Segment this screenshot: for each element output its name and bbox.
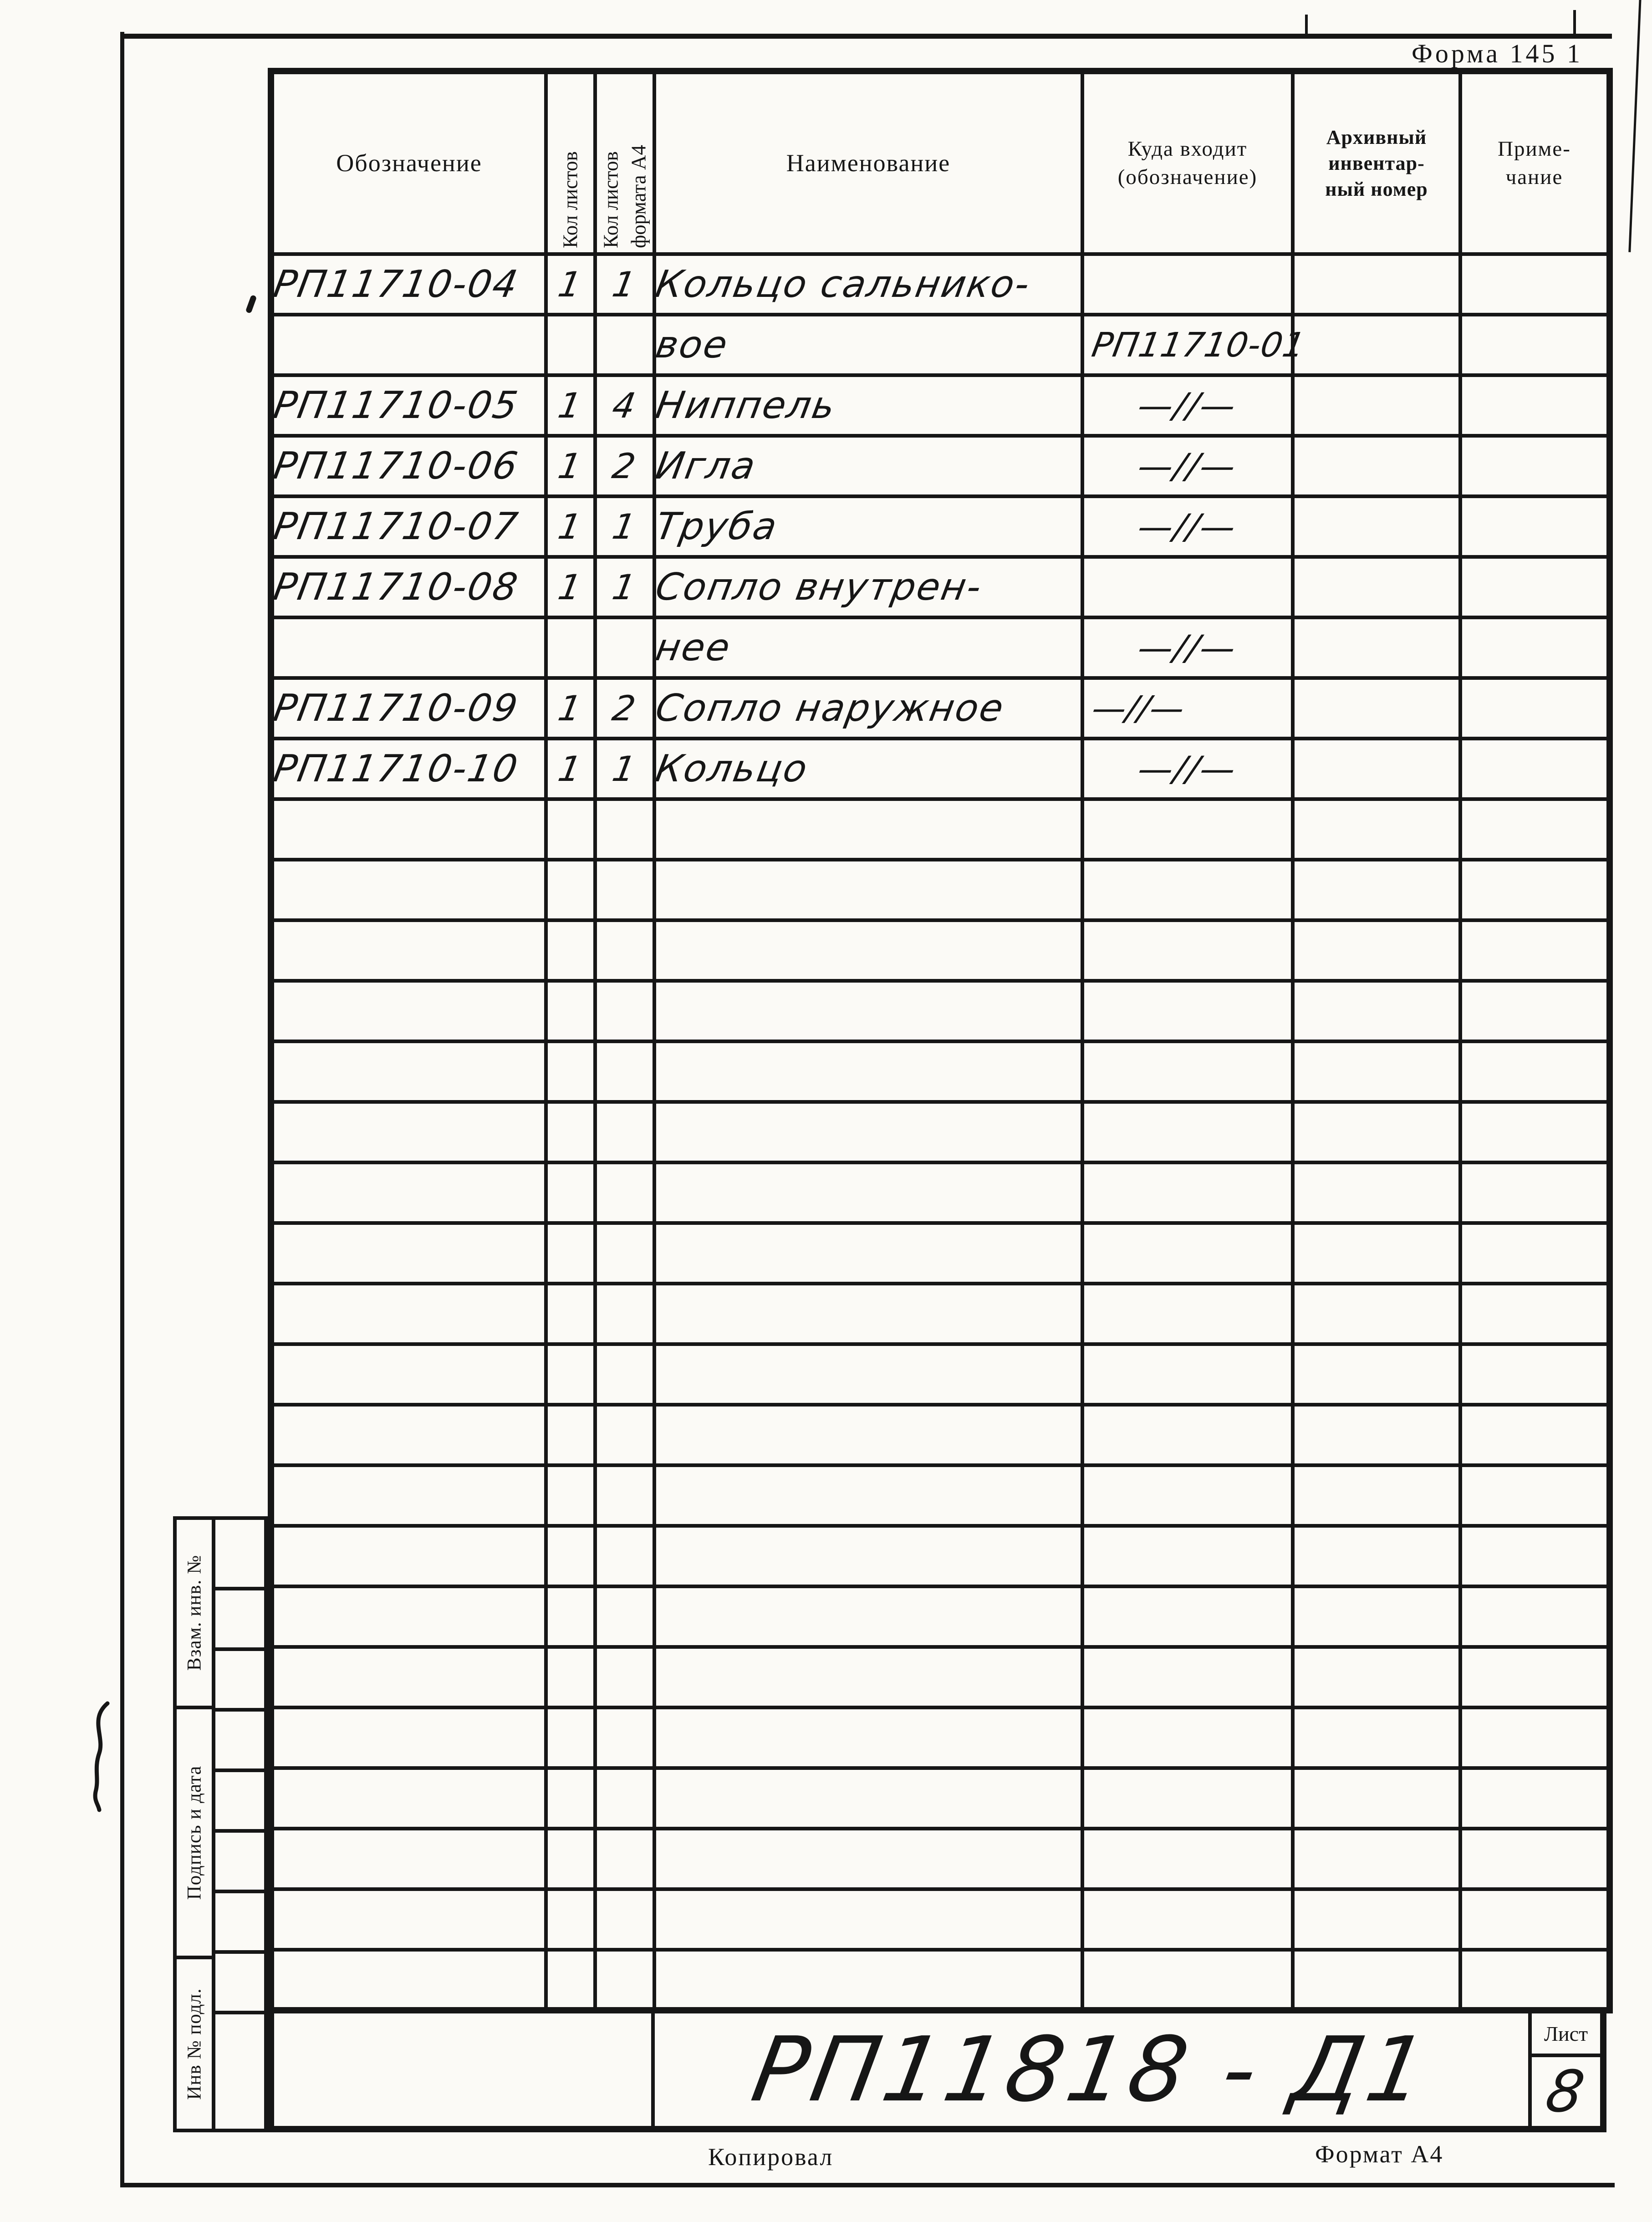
cell-sheet-count-a4: [595, 860, 654, 920]
cell-designation: [271, 799, 546, 860]
cell-note: [1460, 860, 1610, 920]
sidebar-cell-divider: [215, 1708, 264, 1712]
cell-sheet-count: [546, 1889, 595, 1950]
table-row-empty: [271, 799, 1610, 860]
cell-sheet-count-a4: [595, 1586, 654, 1647]
sidebar-box-vzam-inv: [177, 1520, 212, 1709]
cell-where-used: [1082, 1889, 1293, 1950]
cell-where-used: [1082, 1707, 1293, 1768]
cell-archive-number: [1293, 981, 1460, 1041]
cell-archive-number: [1293, 1223, 1460, 1284]
cell-note: [1460, 1344, 1610, 1405]
title-block-sidebar: [173, 1516, 268, 2132]
cell-archive-number: [1293, 739, 1460, 799]
cell-note: [1460, 1405, 1610, 1465]
cell-name: [654, 1223, 1082, 1284]
cell-where-used: —//—: [1082, 496, 1293, 557]
sidebar-label-column: [177, 1520, 215, 2129]
cell-sheet-count-a4: [595, 1829, 654, 1889]
cell-sheet-count: [546, 1284, 595, 1344]
cell-archive-number: [1293, 1950, 1460, 2010]
cell-note: [1460, 1768, 1610, 1829]
cell-archive-number: [1293, 1829, 1460, 1889]
sidebar-cell-divider: [215, 1890, 264, 1893]
cell-sheet-count: 1: [546, 254, 595, 315]
cell-where-used: [1082, 920, 1293, 981]
sheet-number-box: [1528, 2013, 1600, 2126]
cell-designation: [271, 981, 546, 1041]
cell-where-used: —//—: [1082, 436, 1293, 496]
cell-sheet-count: [546, 1041, 595, 1102]
cell-designation: [271, 1889, 546, 1950]
cell-sheet-count: [546, 1102, 595, 1162]
column-header-archive-number: [1293, 71, 1460, 254]
cell-where-used: [1082, 1586, 1293, 1647]
cell-name: [654, 799, 1082, 860]
table-row-empty: [271, 1465, 1610, 1526]
header-text: Наименование: [786, 149, 951, 177]
cell-note: [1460, 1647, 1610, 1707]
cell-name: [654, 1041, 1082, 1102]
form-number-label: Форма 145 1: [1412, 39, 1583, 68]
cell-sheet-count-a4: [595, 1950, 654, 2010]
cell-designation: [271, 1768, 546, 1829]
cell-designation: [271, 1526, 546, 1586]
cell-sheet-count-a4: [595, 1405, 654, 1465]
cell-sheet-count-a4: 4: [595, 375, 654, 436]
cell-sheet-count: [546, 617, 595, 678]
cell-designation: [271, 1465, 546, 1526]
cell-name: [654, 1405, 1082, 1465]
document-number: РП11818 - Д1: [744, 2018, 1438, 2122]
sheet-label: Лист: [1532, 2013, 1600, 2057]
cell-archive-number: [1293, 920, 1460, 981]
sheet-number: 8: [1541, 2058, 1591, 2125]
cell-where-used: —//—: [1082, 739, 1293, 799]
cell-name: Труба: [654, 496, 1082, 557]
cell-designation: [271, 1586, 546, 1647]
cell-where-used: [1082, 1041, 1293, 1102]
cell-name: [654, 1829, 1082, 1889]
cell-archive-number: [1293, 436, 1460, 496]
cell-archive-number: [1293, 315, 1460, 375]
cell-where-used: [1082, 1768, 1293, 1829]
table-row-empty: [271, 1102, 1610, 1162]
cell-designation: [271, 1647, 546, 1707]
cell-sheet-count-a4: [595, 1768, 654, 1829]
table-row-empty: [271, 1223, 1610, 1284]
cell-designation: РП11710-05: [271, 375, 546, 436]
cell-archive-number: [1293, 860, 1460, 920]
cell-note: [1460, 1829, 1610, 1889]
cell-designation: [271, 617, 546, 678]
cell-designation: [271, 1829, 546, 1889]
cell-sheet-count-a4: [595, 1647, 654, 1707]
cell-note: [1460, 739, 1610, 799]
table-row-empty: [271, 1162, 1610, 1223]
cell-archive-number: [1293, 254, 1460, 315]
cell-archive-number: [1293, 678, 1460, 739]
cell-name: Ниппель: [654, 375, 1082, 436]
cell-note: [1460, 799, 1610, 860]
table-row-empty: [271, 1405, 1610, 1465]
table-row: [271, 496, 1610, 557]
document-number-cell: [655, 2013, 1528, 2126]
cell-designation: [271, 1041, 546, 1102]
page-frame-bottom-line: [120, 2183, 1615, 2187]
cell-name: нее: [654, 617, 1082, 678]
cell-archive-number: [1293, 617, 1460, 678]
cell-name: [654, 1586, 1082, 1647]
sidebar-cell-divider: [215, 1829, 264, 1833]
table-row-empty: [271, 1586, 1610, 1647]
cell-note: [1460, 1707, 1610, 1768]
sidebar-label: Инв № подл.: [184, 1988, 205, 2100]
cell-note: [1460, 375, 1610, 436]
cell-where-used: [1082, 860, 1293, 920]
cell-sheet-count-a4: 1: [595, 739, 654, 799]
cell-name: [654, 860, 1082, 920]
cell-designation: РП11710-09: [271, 678, 546, 739]
cell-note: [1460, 436, 1610, 496]
cell-sheet-count: [546, 1647, 595, 1707]
document-register-table: [268, 68, 1613, 2013]
table-row: [271, 436, 1610, 496]
cell-designation: РП11710-10: [271, 739, 546, 799]
cell-where-used: [1082, 1344, 1293, 1405]
cell-note: [1460, 920, 1610, 981]
cell-sheet-count: [546, 860, 595, 920]
cell-archive-number: [1293, 1465, 1460, 1526]
cell-note: [1460, 254, 1610, 315]
cell-archive-number: [1293, 1344, 1460, 1405]
cell-archive-number: [1293, 1586, 1460, 1647]
rotated-header-text: Кол листов формата А4: [599, 144, 650, 248]
cell-sheet-count-a4: 1: [595, 496, 654, 557]
cell-note: [1460, 1041, 1610, 1102]
cell-where-used: [1082, 1465, 1293, 1526]
cell-designation: [271, 1223, 546, 1284]
sidebar-cell-divider: [215, 1768, 264, 1772]
cell-name: [654, 1162, 1082, 1223]
sidebar-cell-divider: [215, 1647, 264, 1651]
scan-edge-line: [1628, 0, 1641, 252]
cell-designation: [271, 1162, 546, 1223]
table-row-empty: [271, 1950, 1610, 2010]
title-block-empty-cell: [274, 2013, 655, 2126]
header-text: инвентар-: [1328, 152, 1425, 174]
header-text: Куда входит: [1127, 137, 1248, 161]
cell-name: [654, 1950, 1082, 2010]
cell-name: Кольцо сальнико-: [654, 254, 1082, 315]
cell-archive-number: [1293, 557, 1460, 617]
sidebar-label: Подпись и дата: [184, 1765, 205, 1900]
cell-where-used: [1082, 799, 1293, 860]
cell-sheet-count-a4: [595, 1284, 654, 1344]
cell-where-used: [1082, 1829, 1293, 1889]
table-row-empty: [271, 1284, 1610, 1344]
cell-designation: [271, 1950, 546, 2010]
header-text: Обозначение: [336, 149, 482, 177]
table-row: [271, 617, 1610, 678]
cell-sheet-count-a4: [595, 920, 654, 981]
header-text: чание: [1505, 165, 1563, 189]
cell-designation: [271, 315, 546, 375]
sidebar-box-podpis-data: [177, 1709, 212, 1959]
header-text: Приме-: [1498, 137, 1571, 161]
cell-where-used: [1082, 557, 1293, 617]
table-row-empty: [271, 1707, 1610, 1768]
cell-note: [1460, 1102, 1610, 1162]
table-row-empty: [271, 1889, 1610, 1950]
cell-sheet-count-a4: [595, 1465, 654, 1526]
cell-archive-number: [1293, 496, 1460, 557]
title-block-strip: [268, 2007, 1606, 2132]
cell-sheet-count-a4: [595, 799, 654, 860]
margin-squiggle-mark: [81, 1701, 113, 1814]
cell-designation: [271, 920, 546, 981]
sidebar-cell-divider: [215, 1950, 264, 1954]
cell-sheet-count-a4: [595, 1041, 654, 1102]
column-header-note: [1460, 71, 1610, 254]
cell-sheet-count-a4: [595, 1102, 654, 1162]
cell-name: [654, 981, 1082, 1041]
cell-note: [1460, 981, 1610, 1041]
cell-sheet-count-a4: [595, 1162, 654, 1223]
cell-where-used: [1082, 1284, 1293, 1344]
cell-sheet-count: 1: [546, 557, 595, 617]
cell-note: [1460, 496, 1610, 557]
cell-sheet-count: [546, 1707, 595, 1768]
cell-name: Сопло внутрен-: [654, 557, 1082, 617]
page-frame-top-line: [120, 34, 1612, 39]
cell-sheet-count: [546, 1162, 595, 1223]
cell-note: [1460, 1526, 1610, 1586]
cell-designation: [271, 1102, 546, 1162]
sidebar-box-inv-podl: [177, 1959, 212, 2129]
cell-designation: [271, 1284, 546, 1344]
cell-sheet-count-a4: 1: [595, 557, 654, 617]
cell-sheet-count-a4: [595, 1707, 654, 1768]
cell-note: [1460, 1223, 1610, 1284]
header-text: (обозначение): [1117, 165, 1258, 189]
top-registration-tick: [1573, 10, 1576, 36]
cell-designation: РП11710-08: [271, 557, 546, 617]
column-header-sheet-count-a4: [595, 71, 654, 254]
cell-note: [1460, 1284, 1610, 1344]
sidebar-cell-divider: [215, 2011, 264, 2014]
cell-where-used: РП11710-01: [1082, 315, 1293, 375]
cell-note: [1460, 315, 1610, 375]
table-body: [271, 254, 1610, 2010]
table-row-empty: [271, 981, 1610, 1041]
cell-sheet-count-a4: [595, 315, 654, 375]
cell-where-used: [1082, 1223, 1293, 1284]
cell-archive-number: [1293, 1889, 1460, 1950]
cell-name: Кольцо: [654, 739, 1082, 799]
cell-name: [654, 1768, 1082, 1829]
cell-name: [654, 1102, 1082, 1162]
format-label: Формат А4: [1315, 2140, 1444, 2168]
cell-sheet-count: [546, 1950, 595, 2010]
cell-note: [1460, 1889, 1610, 1950]
stray-pen-mark: [245, 295, 257, 314]
cell-sheet-count: [546, 920, 595, 981]
cell-sheet-count-a4: [595, 1223, 654, 1284]
table-row-empty: [271, 1344, 1610, 1405]
table-row: [271, 557, 1610, 617]
cell-sheet-count: [546, 1223, 595, 1284]
cell-sheet-count-a4: [595, 1344, 654, 1405]
cell-where-used: [1082, 254, 1293, 315]
cell-name: [654, 1889, 1082, 1950]
sidebar-cell-divider: [215, 1587, 264, 1590]
cell-sheet-count: 1: [546, 739, 595, 799]
cell-sheet-count: [546, 1586, 595, 1647]
cell-name: Сопло наружное: [654, 678, 1082, 739]
cell-note: [1460, 1465, 1610, 1526]
cell-name: [654, 1284, 1082, 1344]
cell-where-used: [1082, 1162, 1293, 1223]
cell-name: [654, 1707, 1082, 1768]
header-text: ный номер: [1325, 178, 1428, 201]
cell-name: [654, 1647, 1082, 1707]
table-row-empty: [271, 920, 1610, 981]
cell-archive-number: [1293, 799, 1460, 860]
cell-archive-number: [1293, 1405, 1460, 1465]
cell-where-used: [1082, 981, 1293, 1041]
cell-note: [1460, 1162, 1610, 1223]
cell-archive-number: [1293, 1768, 1460, 1829]
column-header-designation: [271, 71, 546, 254]
cell-where-used: [1082, 1405, 1293, 1465]
sheet-number-cell: [1532, 2057, 1600, 2126]
table-row-empty: [271, 1647, 1610, 1707]
cell-designation: [271, 1707, 546, 1768]
cell-sheet-count: [546, 799, 595, 860]
cell-note: [1460, 1586, 1610, 1647]
cell-sheet-count: 1: [546, 375, 595, 436]
cell-where-used: —//—: [1082, 678, 1293, 739]
cell-sheet-count: 1: [546, 436, 595, 496]
cell-archive-number: [1293, 1041, 1460, 1102]
cell-sheet-count-a4: [595, 617, 654, 678]
cell-where-used: —//—: [1082, 617, 1293, 678]
cell-sheet-count-a4: 2: [595, 436, 654, 496]
cell-designation: РП11710-06: [271, 436, 546, 496]
table-row-empty: [271, 1829, 1610, 1889]
column-header-name: [654, 71, 1082, 254]
cell-archive-number: [1293, 1162, 1460, 1223]
table-row: [271, 315, 1610, 375]
cell-where-used: [1082, 1526, 1293, 1586]
cell-sheet-count-a4: [595, 981, 654, 1041]
table-row-empty: [271, 860, 1610, 920]
cell-name: [654, 920, 1082, 981]
cell-sheet-count-a4: 2: [595, 678, 654, 739]
cell-sheet-count: [546, 1344, 595, 1405]
cell-sheet-count: [546, 981, 595, 1041]
cell-name: [654, 1465, 1082, 1526]
cell-sheet-count: [546, 1768, 595, 1829]
rotated-header-text: Кол листов: [559, 151, 582, 248]
cell-note: [1460, 557, 1610, 617]
cell-sheet-count: 1: [546, 678, 595, 739]
cell-designation: [271, 1344, 546, 1405]
table-header-row: [271, 71, 1610, 254]
cell-archive-number: [1293, 1102, 1460, 1162]
table-row-empty: [271, 1526, 1610, 1586]
cell-archive-number: [1293, 1526, 1460, 1586]
cell-sheet-count: [546, 1465, 595, 1526]
cell-sheet-count: [546, 1526, 595, 1586]
table-row-empty: [271, 1041, 1610, 1102]
table-row: [271, 375, 1610, 436]
table-row: [271, 739, 1610, 799]
sidebar-label: Взам. инв. №: [184, 1554, 205, 1671]
cell-name: [654, 1344, 1082, 1405]
page-frame-left-line: [120, 32, 124, 2186]
sidebar-blank-column: [215, 1520, 264, 2129]
cell-archive-number: [1293, 1284, 1460, 1344]
cell-where-used: [1082, 1647, 1293, 1707]
cell-sheet-count-a4: [595, 1889, 654, 1950]
cell-sheet-count-a4: 1: [595, 254, 654, 315]
cell-name: Игла: [654, 436, 1082, 496]
cell-archive-number: [1293, 375, 1460, 436]
cell-name: вое: [654, 315, 1082, 375]
column-header-where-used: [1082, 71, 1293, 254]
cell-name: [654, 1526, 1082, 1586]
table-row: [271, 678, 1610, 739]
header-text: Архивный: [1326, 126, 1427, 148]
cell-note: [1460, 617, 1610, 678]
cell-sheet-count: [546, 1405, 595, 1465]
top-registration-tick: [1305, 15, 1308, 36]
cell-sheet-count: 1: [546, 496, 595, 557]
cell-sheet-count-a4: [595, 1526, 654, 1586]
cell-sheet-count: [546, 315, 595, 375]
table-row: [271, 254, 1610, 315]
cell-note: [1460, 1950, 1610, 2010]
cell-where-used: [1082, 1102, 1293, 1162]
column-header-sheet-count: [546, 71, 595, 254]
copied-by-label: Копировал: [708, 2143, 834, 2171]
cell-designation: [271, 1405, 546, 1465]
cell-designation: РП11710-04: [271, 254, 546, 315]
cell-where-used: [1082, 1950, 1293, 2010]
cell-sheet-count: [546, 1829, 595, 1889]
cell-note: [1460, 678, 1610, 739]
cell-designation: РП11710-07: [271, 496, 546, 557]
table-row-empty: [271, 1768, 1610, 1829]
cell-archive-number: [1293, 1647, 1460, 1707]
cell-archive-number: [1293, 1707, 1460, 1768]
cell-designation: [271, 860, 546, 920]
cell-where-used: —//—: [1082, 375, 1293, 436]
